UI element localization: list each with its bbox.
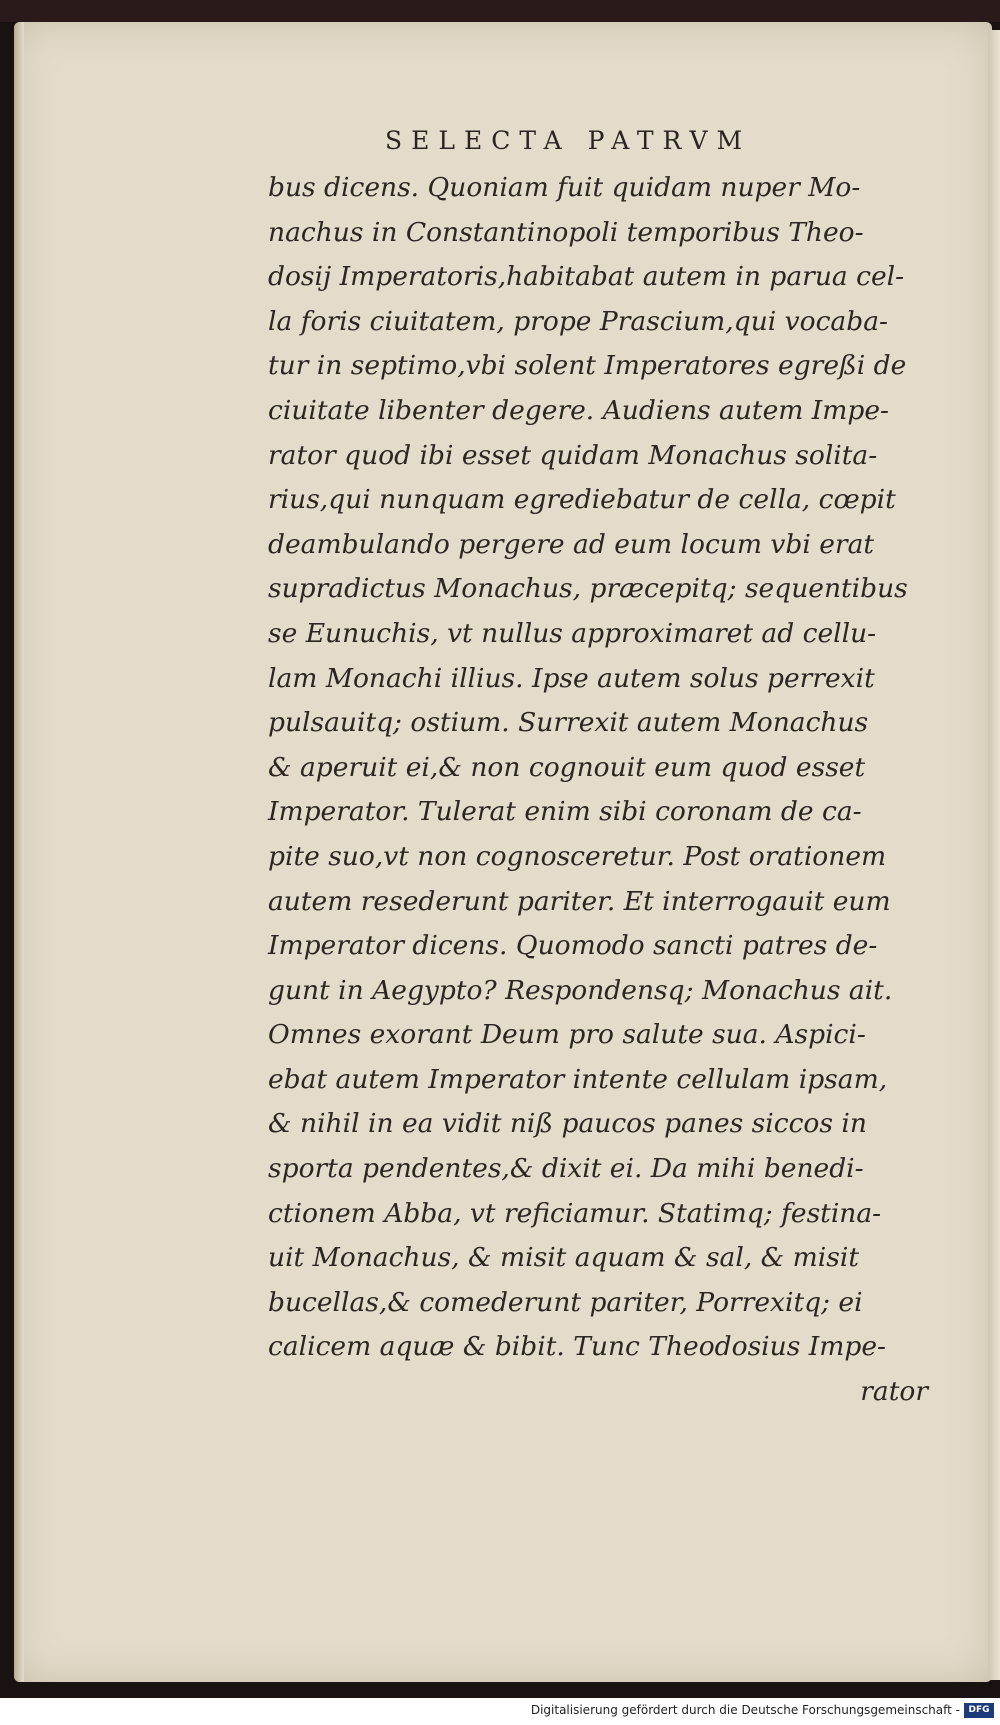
page-right-edge xyxy=(988,30,1000,1680)
text-line: rator quod ibi esset quidam Monachus solita- xyxy=(268,439,878,471)
text-line: uit Monachus, & misit aquam & sal, & misit xyxy=(268,1242,860,1274)
text-line: pite suo,vt non cognosceretur. Post orationem xyxy=(268,840,887,872)
text-line: Imperator dicens. Quomodo sancti patres de- xyxy=(268,930,878,962)
footer-bar xyxy=(0,1698,1000,1725)
text-line: & aperuit ei,& non cognouit eum quod esset xyxy=(268,751,866,783)
text-line: la foris ciuitatem, prope Prascium,qui vocaba- xyxy=(268,305,888,337)
text-line: deambulando pergere ad eum locum vbi erat xyxy=(268,528,875,560)
text-line: ebat autem Imperator intente cellulam ipsam, xyxy=(268,1063,888,1095)
text-line: pulsauitq; ostium. Surrexit autem Monachus xyxy=(268,707,869,739)
top-band xyxy=(0,0,1000,22)
text-line: tur in septimo,vbi solent Imperatores egreßi de xyxy=(268,350,907,382)
text-line: & nihil in ea vidit niß paucos panes siccos in xyxy=(268,1108,867,1140)
text-line: Omnes exorant Deum pro salute sua. Aspici- xyxy=(268,1019,866,1051)
page-left-edge xyxy=(14,22,24,1682)
text-line: bus dicens. Quoniam fuit quidam nuper Mo- xyxy=(268,172,861,203)
text-line: dosij Imperatoris,habitabat autem in parua cel- xyxy=(268,261,905,293)
text-line: nachus in Constantinopoli temporibus Theo- xyxy=(268,216,864,248)
text-line: sporta pendentes,& dixit ei. Da mihi benedi- xyxy=(268,1153,864,1185)
text-line: lam Monachi illius. Ipse autem solus perrexit xyxy=(268,662,875,694)
text-line: gunt in Aegypto? Respondensq; Monachus ait. xyxy=(268,974,893,1006)
text-line: ciuitate libenter degere. Audiens autem Impe- xyxy=(268,394,890,426)
text-line: Imperator. Tulerat enim sibi coronam de ca- xyxy=(268,796,862,828)
text-line: bucellas,& comederunt pariter, Porrexitq; ei xyxy=(268,1286,863,1318)
text-line: calicem aquæ & bibit. Tunc Theodosius Impe- xyxy=(268,1331,886,1363)
text-line: se Eunuchis, vt nullus approximaret ad cellu- xyxy=(268,617,877,649)
text-line: autem resederunt pariter. Et interrogauit eum xyxy=(268,885,891,917)
dfg-logo: DFG xyxy=(964,1703,994,1718)
funding-notice: Digitalisierung gefördert durch die Deutsche Forschungsgemeinschaft - xyxy=(530,1703,960,1717)
text-line: rius,qui nunquam egrediebatur de cella, cœpit xyxy=(268,484,896,516)
text-line: supradictus Monachus, præcepitq; sequentibus xyxy=(268,573,908,605)
catchword: rator xyxy=(860,1376,928,1408)
body-text xyxy=(268,166,948,1415)
running-header: SELECTA PATRVM xyxy=(385,126,752,155)
text-line: ctionem Abba, vt reficiamur. Statimq; festina- xyxy=(268,1197,882,1229)
